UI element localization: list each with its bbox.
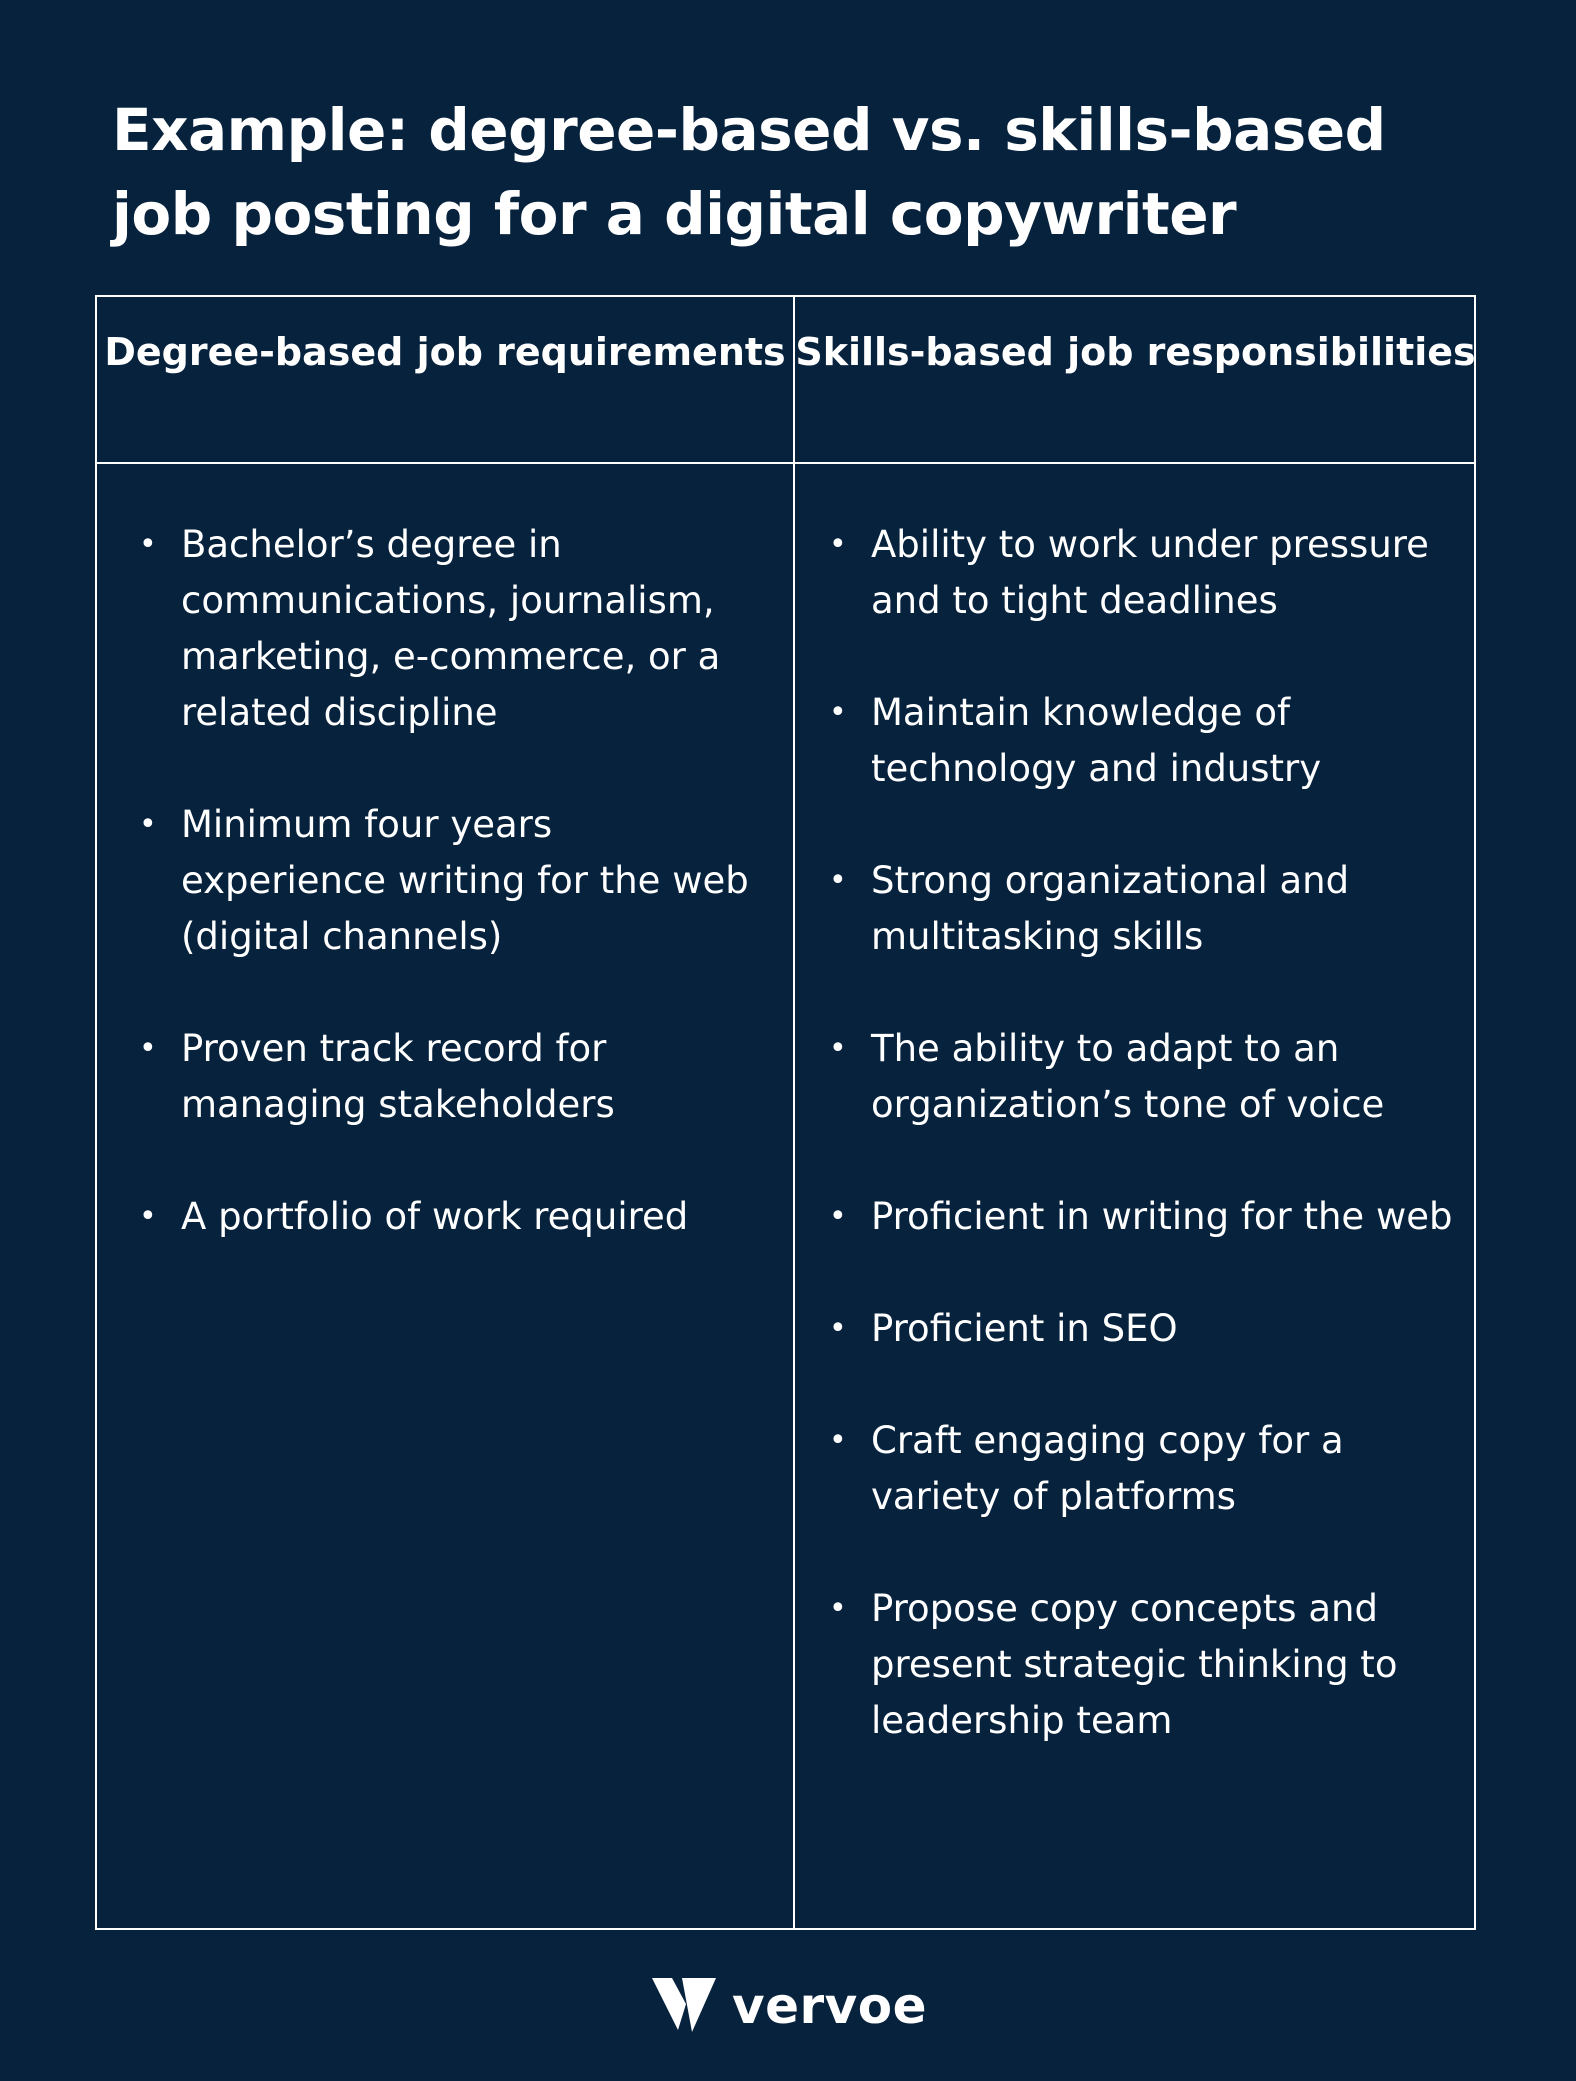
bullet-icon: •	[139, 807, 157, 842]
bullet-icon: •	[139, 527, 157, 562]
list-item	[827, 853, 1462, 965]
comparison-table	[95, 295, 1476, 1930]
list-item-text: A portfolio of work required	[181, 1195, 689, 1238]
list-item-text: Proficient in SEO	[871, 1307, 1178, 1350]
list-item-text: Bachelor’s degree in communications, journalism, marketing, e-commerce, or a related discipline	[181, 523, 721, 734]
list-item-text: Proven track record for managing stakeholders	[181, 1027, 615, 1126]
logo-wordmark: vervoe	[732, 1977, 928, 2035]
list-item	[827, 517, 1462, 629]
list-item-text: Minimum four years experience writing for the web (digital channels)	[181, 803, 749, 958]
list-item	[827, 1301, 1462, 1357]
list-item	[827, 1021, 1462, 1133]
bullet-icon: •	[829, 1311, 847, 1346]
bullet-icon: •	[829, 863, 847, 898]
list-item-text: The ability to adapt to an organization’s tone of voice	[871, 1027, 1385, 1126]
bullet-icon: •	[829, 1199, 847, 1234]
bullet-icon: •	[829, 527, 847, 562]
list-item-text: Maintain knowledge of technology and industry	[871, 691, 1322, 790]
bullet-icon: •	[829, 1031, 847, 1066]
vervoe-logo	[652, 1978, 927, 2034]
degree-based-header: Degree-based job requirements	[104, 330, 786, 374]
bullet-icon: •	[139, 1031, 157, 1066]
bullet-icon: •	[139, 1199, 157, 1234]
list-item	[137, 517, 767, 741]
list-item	[827, 1189, 1462, 1245]
header-divider	[97, 462, 1474, 464]
skills-responsibilities-list	[827, 517, 1462, 1805]
list-item	[137, 1021, 767, 1133]
list-item-text: Ability to work under pressure and to tight deadlines	[871, 523, 1429, 622]
bullet-icon: •	[829, 695, 847, 730]
list-item-text: Proficient in writing for the web	[871, 1195, 1453, 1238]
list-item	[137, 797, 767, 965]
vervoe-v-logo-icon	[652, 1978, 716, 2034]
list-item	[827, 685, 1462, 797]
skills-based-header: Skills-based job responsibilities	[795, 330, 1476, 374]
list-item	[827, 1413, 1462, 1525]
column-divider	[793, 297, 795, 1928]
list-item	[827, 1581, 1462, 1749]
bullet-icon: •	[829, 1591, 847, 1626]
degree-requirements-list	[137, 517, 767, 1301]
list-item-text: Strong organizational and multitasking skills	[871, 859, 1350, 958]
list-item	[137, 1189, 767, 1245]
list-item-text: Propose copy concepts and present strategic thinking to leadership team	[871, 1587, 1398, 1742]
list-item-text: Craft engaging copy for a variety of platforms	[871, 1419, 1344, 1518]
page-title: Example: degree-based vs. skills-based job posting for a digital copywriter	[112, 96, 1386, 248]
bullet-icon: •	[829, 1423, 847, 1458]
